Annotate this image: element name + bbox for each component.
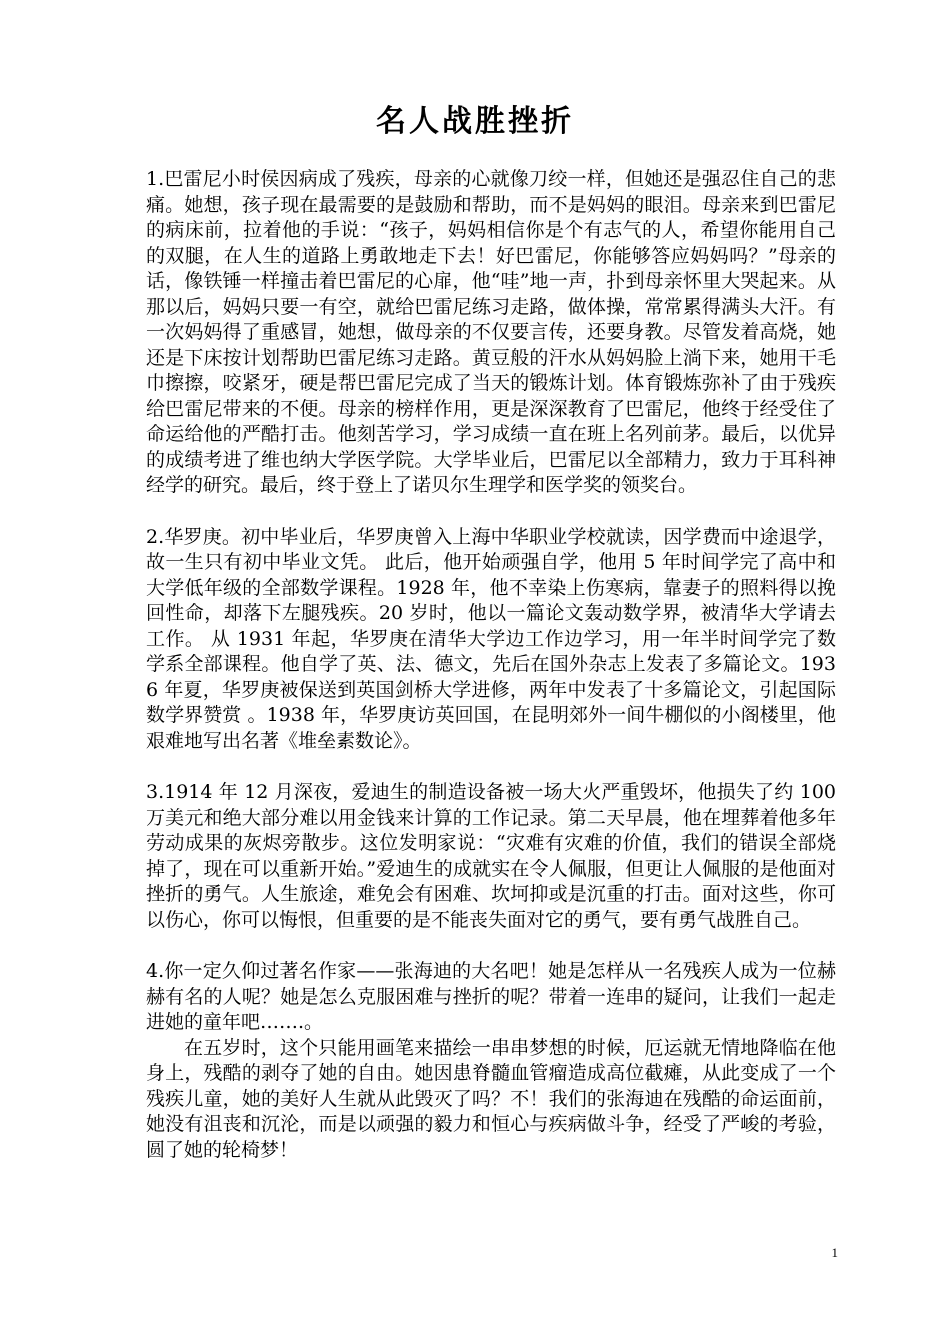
page-number: 1 — [831, 1245, 838, 1260]
document-title: 名人战胜挫折 — [376, 104, 574, 139]
paragraph-zhang-haidi-story: 在五岁时，这个只能用画笔来描绘一串串梦想的时候，厄运就无情地降临在他身上，残酷的剥夺了她的自由。她因患脊髓血管瘤造成高位截瘫，从此变成了一个残疾儿童，她的美好人生就从此毁灭了吗？不！我们的张海迪在残酷的命运面前，她没有沮丧和沉沦，而是以顽强的毅力和恒心与疾病做斗争，经受了严峻的考验，圆了她的轮椅梦！ — [146, 1036, 836, 1161]
paragraph-barany: 1.巴雷尼小时侯因病成了残疾，母亲的心就像刀绞一样，但她还是强忍住自己的悲痛。她想，孩子现在最需要的是鼓励和帮助，而不是妈妈的眼泪。母亲来到巴雷尼的病床前，拉着他的手说：“孩子，妈妈相信你是个有志气的人，希望你能用自己的双腿，在人生的道路上勇敢地走下去！好巴雷尼，你能够答应妈妈吗？”母亲的话，像铁锤一样撞击着巴雷尼的心扉，他“哇”地一声，扑到母亲怀里大哭起来。从那以后，妈妈只要一有空，就给巴雷尼练习走路，做体操，常常累得满头大汗。有一次妈妈得了重感冒，她想，做母亲的不仅要言传，还要身教。尽管发着高烧，她还是下床按计划帮助巴雷尼练习走路。黄豆般的汗水从妈妈脸上淌下来，她用干毛巾擦擦，咬紧牙，硬是帮巴雷尼完成了当天的锻炼计划。体育锻炼弥补了由于残疾给巴雷尼带来的不便。母亲的榜样作用，更是深深教育了巴雷尼，他终于经受住了命运给他的严酷打击。他刻苦学习，学习成绩一直在班上名列前茅。最后，以优异的成绩考进了维也纳大学医学院。大学毕业后，巴雷尼以全部精力，致力于耳科神经学的研究。最后，终于登上了诺贝尔生理学和医学奖的领奖台。 — [146, 168, 836, 496]
document-body — [146, 167, 836, 1189]
paragraph-zhang-haidi-intro: 4.你一定久仰过著名作家——张海迪的大名吧！她是怎样从一名残疾人成为一位赫赫有名的人呢？她是怎么克服困难与挫折的呢？带着一连串的疑问，让我们一起走进她的童年吧…….。 — [146, 960, 836, 1033]
paragraph-hua-luogeng: 2.华罗庚。初中毕业后，华罗庚曾入上海中华职业学校就读，因学费而中途退学，故一生只有初中毕业文凭。 此后，他开始顽强自学，他用 5 年时间学完了高中和大学低年级的全部数学课程。1928 年，他不幸染上伤寒病，靠妻子的照料得以挽回性命，却落下左腿残疾。20 岁时，他以一篇论文轰动数学界，被清华大学请去工作。 从 1931 年起，华罗庚在清华大学边工作边学习，用一年半时间学完了数学系全部课程。他自学了英、法、德文，先后在国外杂志上发表了多篇论文。1936 年夏，华罗庚被保送到英国剑桥大学进修，两年中发表了十多篇论文，引起国际数学界赞赏 。1938 年，华罗庚访英回国，在昆明郊外一间牛棚似的小阁楼里，他艰难地写出名著《堆垒素数论》。 — [146, 525, 836, 752]
paragraph-edison: 3.1914 年 12 月深夜，爱迪生的制造设备被一场大火严重毁坏，他损失了约 100 万美元和绝大部分难以用金钱来计算的工作记录。第二天早晨，他在埋葬着他多年劳动成果的灰烬旁散步。这位发明家说：“灾难有灾难的价值，我们的错误全部烧掉了，现在可以重新开始。”爱迪生的成就实在令人佩服，但更让人佩服的是他面对挫折的勇气。人生旅途，难免会有困难、坎坷抑或是沉重的打击。面对这些，你可以伤心，你可以悔恨，但重要的是不能丧失面对它的勇气，要有勇气战胜自己。 — [146, 781, 836, 931]
